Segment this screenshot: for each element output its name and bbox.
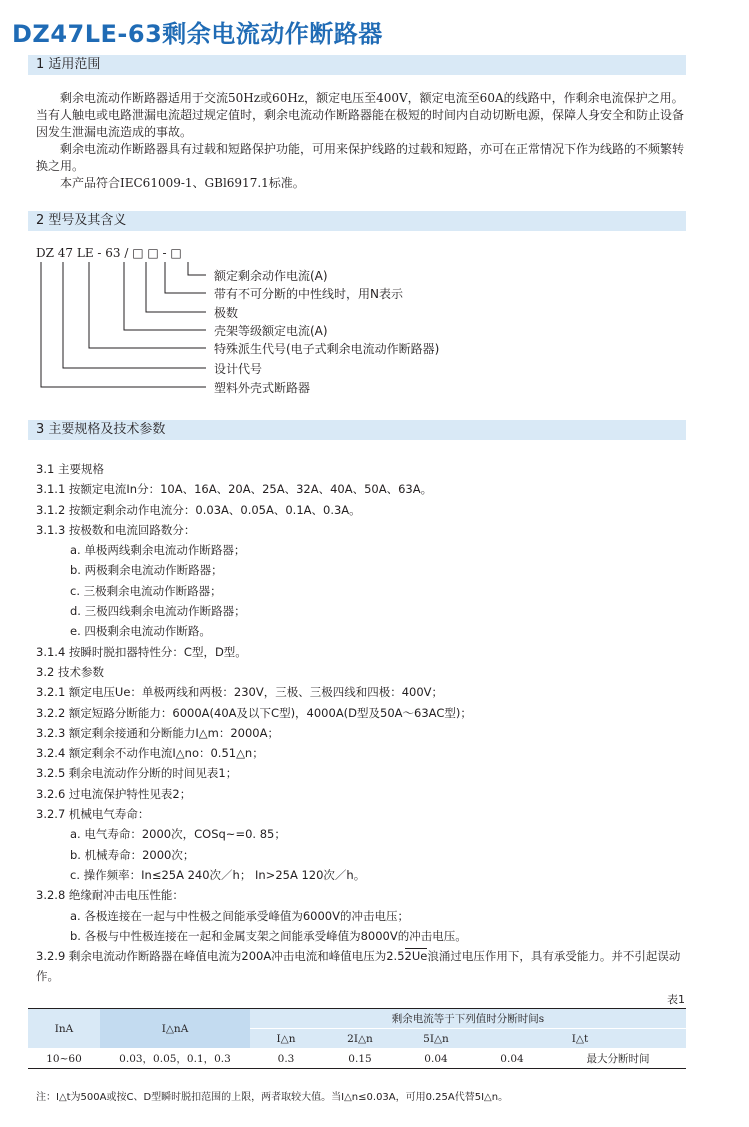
spec-line: d. 三极四线剩余电流动作断路器； bbox=[70, 604, 246, 619]
header-in: InA bbox=[28, 1009, 100, 1049]
sqrt-expression: 2Ue bbox=[404, 949, 428, 964]
spec-line: b. 两极剩余电流动作断路器； bbox=[70, 563, 223, 578]
model-meaning-4: 壳架等级额定电流(A) bbox=[214, 324, 328, 338]
model-meaning-2: 带有不可分断的中性线时，用N表示 bbox=[214, 287, 403, 301]
model-code: DZ 47 LE - 63 / □ □ - □ bbox=[36, 246, 182, 260]
table-cell: 0.04 bbox=[398, 1049, 474, 1069]
spec-line: 3.1 主要规格 bbox=[36, 462, 104, 476]
spec-line: 3.1.3 按极数和电流回路数分： bbox=[36, 522, 196, 537]
model-meaning-7: 塑料外壳式断路器 bbox=[214, 381, 311, 395]
spec-line-surge: 3.2.9 剩余电流动作断路器在峰值电流为200A冲击电流和峰值电压为2.52Ue浪涌过电压作用下，具有承受能力。并不引起误动作。 bbox=[36, 949, 681, 984]
table-note: 注：I△t为500A或按C、D型瞬时脱扣范围的上限，两者取较大值。当I△n≤0.03A，可用0.25A代替5I△n。 bbox=[36, 1092, 509, 1103]
spec-line: 3.2.7 机械电气寿命： bbox=[36, 807, 150, 822]
section-heading-model: 2 型号及其含义 bbox=[28, 211, 686, 231]
table-caption: 表1 bbox=[667, 993, 685, 1006]
spec-line: 3.2 技术参数 bbox=[36, 664, 104, 679]
table-cell: 0.3 bbox=[250, 1049, 322, 1069]
table-cell: 0.03，0.05，0.1，0.3 bbox=[100, 1049, 250, 1069]
intro-paragraph-2: 剩余电流动作断路器具有过载和短路保护功能，可用来保护线路的过载和短路，亦可在正常情况下作为线路的不频繁转换之用。 bbox=[36, 142, 685, 173]
page-title: DZ47LE-63剩余电流动作断路器 bbox=[12, 20, 383, 48]
spec-line: a. 单极两线剩余电流动作断路器； bbox=[70, 543, 246, 558]
spec-line: 3.2.8 绝缘耐冲击电压性能： bbox=[36, 888, 184, 903]
spec-line: c. 三极剩余电流动作断路器； bbox=[70, 583, 222, 598]
section-heading-scope: 1 适用范围 bbox=[28, 55, 686, 75]
table-cell: 最大分断时间 bbox=[550, 1049, 686, 1069]
spec-line: 3.2.6 过电流保护特性见表2； bbox=[36, 786, 192, 801]
spec-line: 3.1.1 按额定电流In分：10A、16A、20A、25A、32A、40A、50A、63A。 bbox=[36, 482, 433, 497]
spec-line: b. 各极与中性极连接在一起和金属支架之间能承受峰值为8000V的冲击电压。 bbox=[70, 928, 467, 943]
table-cell: 10~60 bbox=[28, 1049, 100, 1069]
spec-line: 3.1.2 按额定剩余动作电流分：0.03A、0.05A、0.1A、0.3A。 bbox=[36, 502, 361, 517]
model-meaning-5: 特殊派生代号(电子式剩余电流动作断路器) bbox=[214, 342, 440, 356]
table-cell: 0.04 bbox=[474, 1049, 550, 1069]
spec-line: a. 各极连接在一起与中性极之间能承受峰值为6000V的冲击电压； bbox=[70, 908, 409, 923]
subheader-5idn: 5I△n bbox=[398, 1029, 474, 1049]
subheader-idt: I△t bbox=[474, 1029, 686, 1049]
model-meaning-1: 额定剩余动作电流(A) bbox=[214, 269, 328, 283]
model-diagram-lines bbox=[0, 0, 749, 420]
spec-line: 3.1.4 按瞬时脱扣器特性分：C型，D型。 bbox=[36, 644, 247, 659]
spec-line: e. 四极剩余电流动作断路。 bbox=[70, 624, 211, 639]
spec-line: 3.2.4 额定剩余不动作电流I△no：0.51△n； bbox=[36, 746, 264, 761]
spec-list bbox=[36, 459, 696, 986]
intro-paragraph-1: 剩余电流动作断路器适用于交流50Hz或60Hz，额定电压至400V，额定电流至60A的线路中，作剩余电流保护之用。当有人触电或电路泄漏电流超过规定值时，剩余电流动作断路器能在极短的时间内自动切断电源，保障人身安全和防止设备因发生泄漏电流造成的事故。 bbox=[36, 91, 685, 139]
spec-line: a. 电气寿命：2000次，COSq~=0. 85； bbox=[70, 827, 286, 842]
subheader-idn: I△n bbox=[250, 1029, 322, 1049]
model-meaning-3: 极数 bbox=[214, 306, 239, 320]
table-cell: 0.15 bbox=[322, 1049, 398, 1069]
spec-line: b. 机械寿命：2000次； bbox=[70, 847, 195, 862]
spec-line: 3.2.5 剩余电流动作分断的时间见表1； bbox=[36, 766, 238, 781]
breaking-time-table bbox=[28, 1008, 686, 1069]
intro-paragraph-3: 本产品符合IEC61009-1、GBl6917.1标准。 bbox=[60, 176, 305, 190]
section-heading-specs: 3 主要规格及技术参数 bbox=[28, 420, 686, 440]
model-meaning-6: 设计代号 bbox=[214, 362, 263, 376]
header-idn: I△nA bbox=[100, 1009, 250, 1049]
spec-line: c. 操作频率：In≤25A 240次／h； In>25A 120次／h。 bbox=[70, 867, 366, 882]
subheader-2idn: 2I△n bbox=[322, 1029, 398, 1049]
spec-line: 3.2.3 额定剩余接通和分断能力I△m：2000A； bbox=[36, 725, 279, 740]
spec-line: 3.2.1 额定电压Ue：单极两线和两极：230V，三极、三极四线和四极：400V； bbox=[36, 685, 444, 700]
header-breaking-time: 剩余电流等于下列值时分断时间s bbox=[250, 1009, 686, 1029]
spec-line: 3.2.2 额定短路分断能力：6000A(40A及以下C型)，4000A(D型及50A～63AC型)； bbox=[36, 705, 472, 720]
